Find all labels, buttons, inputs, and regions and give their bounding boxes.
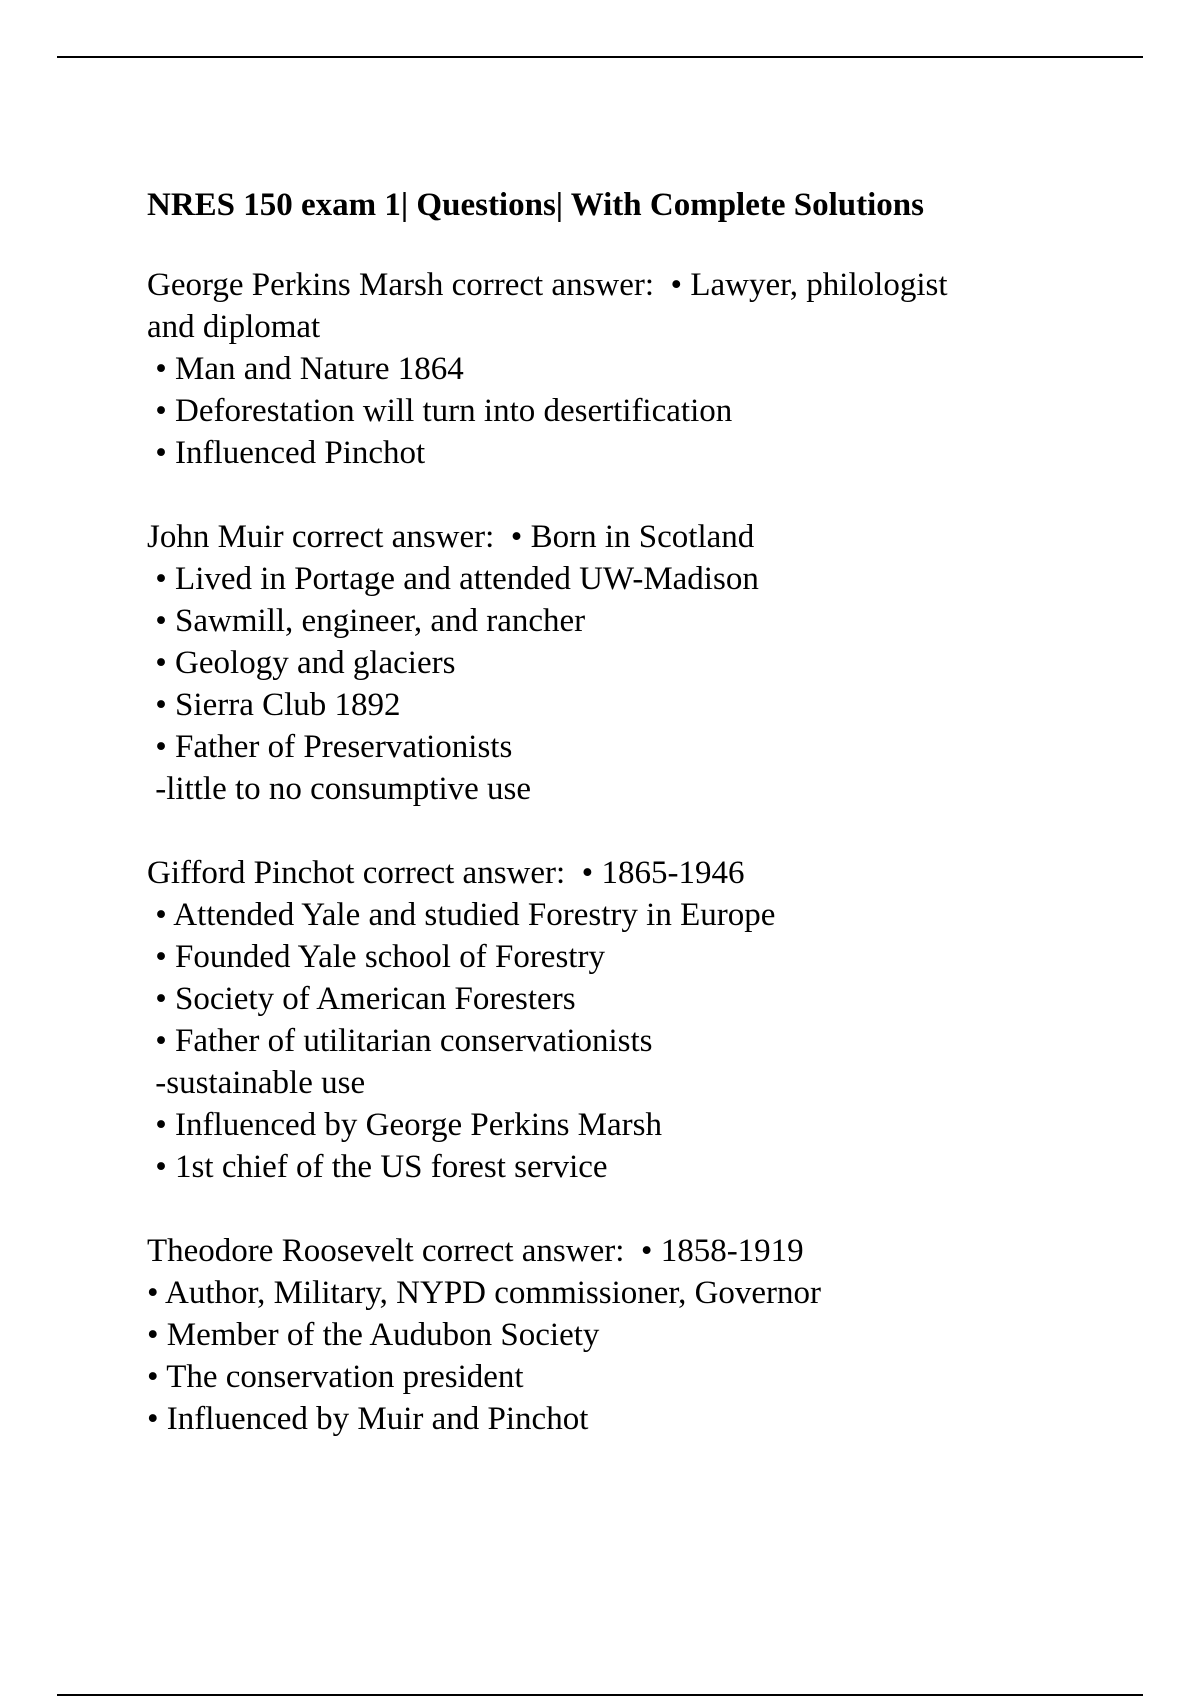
entry-line: • Sierra Club 1892 [147, 687, 401, 723]
entry-line: Theodore Roosevelt correct answer: • 1858-1919 [147, 1233, 804, 1269]
entry-line: • Father of utilitarian conservationists [147, 1023, 653, 1059]
entry-line: • Man and Nature 1864 [147, 351, 464, 387]
bottom-rule [57, 1694, 1143, 1696]
entry-line: -sustainable use [147, 1065, 366, 1101]
entry-george-perkins-marsh [147, 264, 1067, 474]
entry-line: • Influenced by Muir and Pinchot [147, 1401, 589, 1437]
entry-line: • Father of Preservationists [147, 729, 513, 765]
document-body [147, 184, 1067, 1482]
entry-line: • Founded Yale school of Forestry [147, 939, 605, 975]
entry-line: • The conservation president [147, 1359, 524, 1395]
entry-line: • 1st chief of the US forest service [147, 1149, 608, 1185]
entry-line: and diplomat [147, 309, 321, 345]
entry-gifford-pinchot [147, 852, 1067, 1188]
entry-line: • Attended Yale and studied Forestry in Europe [147, 897, 776, 933]
entry-line: • Society of American Foresters [147, 981, 576, 1017]
entry-line: -little to no consumptive use [147, 771, 532, 807]
entry-line: • Geology and glaciers [147, 645, 456, 681]
entry-line: • Lived in Portage and attended UW-Madison [147, 561, 759, 597]
entry-line: • Influenced Pinchot [147, 435, 426, 471]
entry-theodore-roosevelt [147, 1230, 1067, 1440]
entry-line: • Deforestation will turn into desertification [147, 393, 733, 429]
entry-line: John Muir correct answer: • Born in Scotland [147, 519, 755, 555]
entry-line: • Influenced by George Perkins Marsh [147, 1107, 662, 1143]
entry-john-muir [147, 516, 1067, 810]
entry-line: • Author, Military, NYPD commissioner, Governor [147, 1275, 822, 1311]
document-title: NRES 150 exam 1| Questions| With Complete Solutions [147, 187, 924, 223]
entry-line: • Sawmill, engineer, and rancher [147, 603, 586, 639]
entry-line: George Perkins Marsh correct answer: • Lawyer, philologist [147, 267, 948, 303]
top-rule [57, 56, 1143, 58]
entry-line: • Member of the Audubon Society [147, 1317, 600, 1353]
entry-line: Gifford Pinchot correct answer: • 1865-1946 [147, 855, 745, 891]
